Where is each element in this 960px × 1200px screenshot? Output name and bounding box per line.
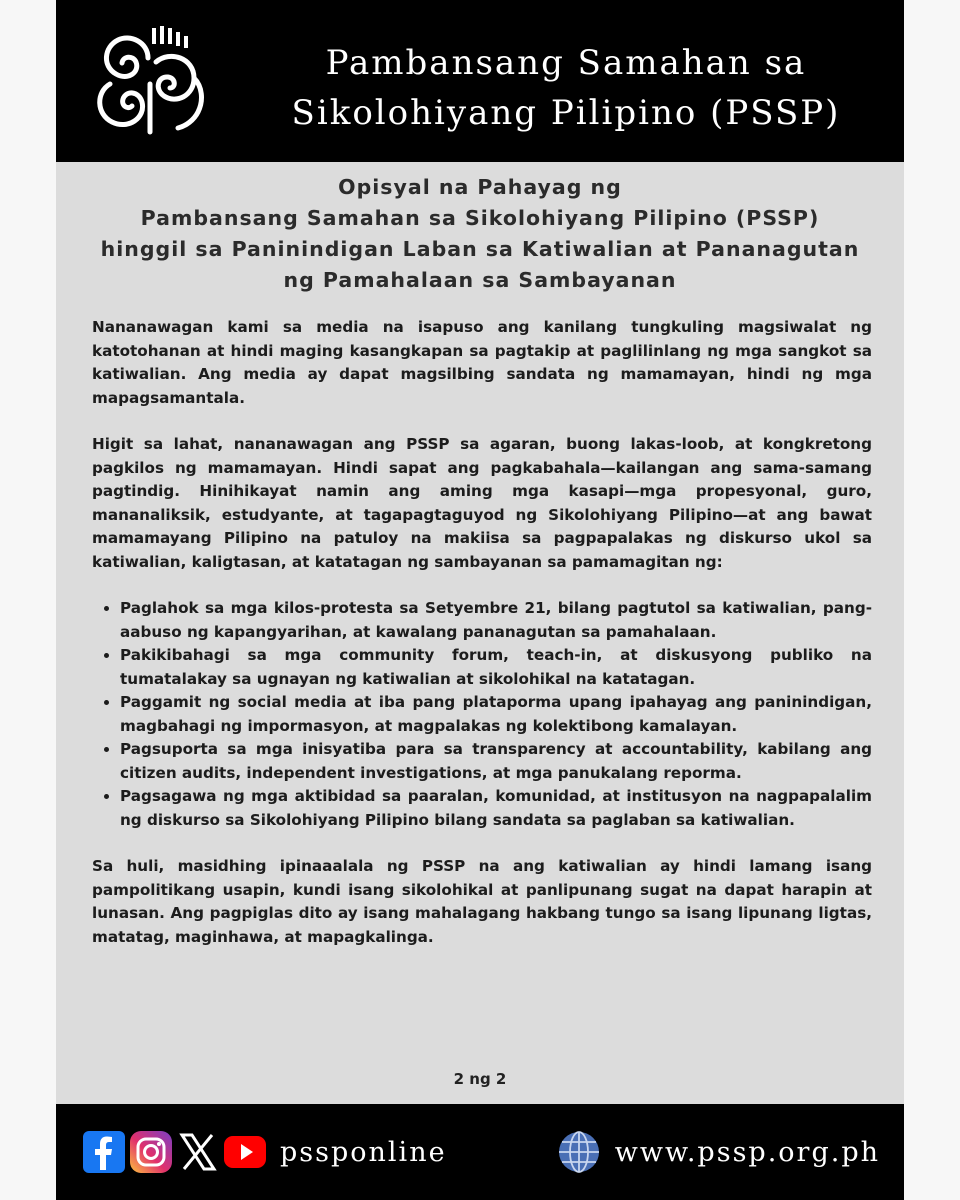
org-name-line2: Sikolohiyang Pilipino (PSSP) <box>291 93 841 133</box>
org-name-line1: Pambansang Samahan sa <box>325 43 807 83</box>
header-band <box>56 0 904 162</box>
website-url[interactable]: www.pssp.org.ph <box>614 1136 880 1168</box>
globe-icon <box>557 1130 601 1174</box>
list-item: • Pakikibahagi sa mga community forum, teach-in, at diskusyong publiko na tumatalakay sa ugnayan ng katiwalian at sikolohikal na katatagan. <box>120 644 872 691</box>
website-link[interactable] <box>557 1130 880 1174</box>
organization-name <box>246 38 886 138</box>
social-links <box>82 1130 447 1174</box>
paragraph-call-to-action: Higit sa lahat, nananawagan ang PSSP sa agaran, buong lakas-loob, at kongkretong pagkilos ng mamamayan. Hindi sapat ang pagkabahala—kailangan ang sama-samang pagtindig. Hinihikayat namin ang aming mga kasapi—mga propesyonal, guro, mananaliksik, estudyante, at tagapagtaguyod ng Sikolohiyang Pilipino—at ang bawat mamamayang Pilipino na patuloy na makiisa sa pagpapalakas ng diskurso ukol sa katiwalian, kaligtasan, at katatagan ng sambayanan sa pamamagitan ng: <box>92 435 872 571</box>
instagram-icon[interactable] <box>129 1130 173 1174</box>
footer-band <box>56 1104 904 1200</box>
paragraph-conclusion: Sa huli, masidhing ipinaaalala ng PSSP na ang katiwalian ay hindi lamang isang pampolitikang usapin, kundi isang sikolohikal at panlipunang sugat na dapat harapin at lunasan. Ang pagpiglas dito ay isang mahalagang hakbang tungo sa isang lipunang ligtas, matatag, maginhawa, at mapagkalinga. <box>92 857 872 946</box>
title-line2: Pambansang Samahan sa Sikolohiyang Pilipino (PSSP) <box>140 206 820 230</box>
list-item: • Paggamit ng social media at iba pang plataporma upang ipahayag ang paninindigan, magbahagi ng impormasyon, at magpalakas ng kolektibong kamalayan. <box>120 691 872 738</box>
title-line3: hinggil sa Paninindigan Laban sa Katiwalian at Pananagutan <box>100 237 860 261</box>
youtube-icon[interactable] <box>223 1130 267 1174</box>
list-item: • Pagsagawa ng mga aktibidad sa paaralan, komunidad, at institusyon na nagpapalalim ng diskurso sa Sikolohiyang Pilipino bilang sandata sa paglaban sa katiwalian. <box>120 785 872 832</box>
list-item: • Pagsuporta sa mga inisyatiba para sa transparency at accountability, kabilang ang citizen audits, independent investigations, at mga panukalang reporma. <box>120 738 872 785</box>
action-list <box>92 597 872 832</box>
x-icon[interactable] <box>176 1130 220 1174</box>
pssp-logo <box>90 22 218 140</box>
list-item: • Paglahok sa mga kilos-protesta sa Setyembre 21, bilang pagtutol sa katiwalian, pang-aabuso ng kapangyarihan, at kawalang pananagutan sa pamahalaan. <box>120 597 872 644</box>
title-line4: ng Pamahalaan sa Sambayanan <box>283 268 677 292</box>
statement-title <box>76 172 884 296</box>
page-number: 2 ng 2 <box>453 1070 507 1088</box>
facebook-icon[interactable] <box>82 1130 126 1174</box>
paragraph-media: Nananawagan kami sa media na isapuso ang kanilang tungkuling magsiwalat ng katotohanan at hindi maging kasangkapan sa pagtakip at paglilinlang ng mga sangkot sa katiwalian. Ang media ay dapat magsilbing sandata ng mamamayan, hindi ng mga mapagsamantala. <box>92 318 872 407</box>
title-line1: Opisyal na Pahayag ng <box>338 175 622 199</box>
statement-body <box>92 316 872 972</box>
social-handle[interactable]: pssponline <box>280 1136 447 1168</box>
statement-page <box>56 0 904 1200</box>
